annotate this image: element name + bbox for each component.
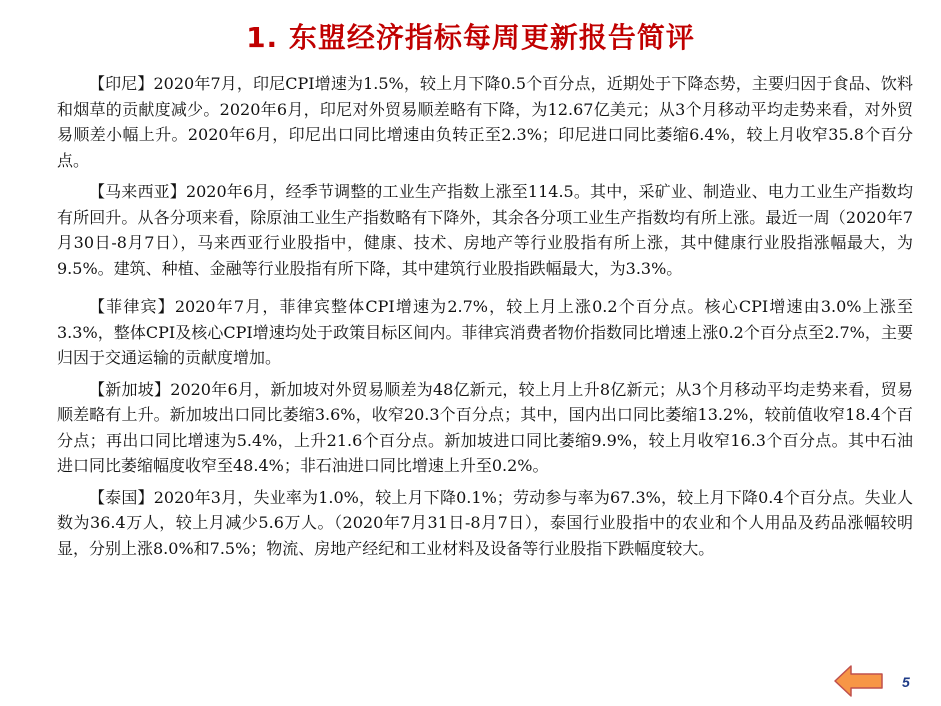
report-body — [57, 71, 913, 561]
paragraph-text-malaysia: 2020年6月，经季节调整的工业生产指数上涨至114.5。其中，采矿业、制造业、电力工业生产指数均有所回升。从各分项来看，除原油工业生产指数略有下降外，其余各分项工业生产指数均有所上涨。最近一周（2020年7月30日-8月7日），马来西亚行业股指中，健康、技术、房地产等行业股指有所上涨，其中健康行业股指涨幅最大，为9.5%。建筑、种植、金融等行业股指有所下降，其中建筑行业股指跌幅最大，为3.3%。 — [57, 182, 913, 278]
paragraph-thailand — [57, 485, 913, 562]
back-arrow-button[interactable] — [833, 664, 885, 698]
page-title: 1. 东盟经济指标每周更新报告简评 — [246, 21, 695, 54]
paragraph-text-singapore: 2020年6月，新加坡对外贸易顺差为48亿新元，较上月上升8亿新元；从3个月移动平均走势来看，贸易顺差略有上升。新加坡出口同比萎缩3.6%，收窄20.3个百分点；其中，国内出口同比萎缩13.2%，较前值收窄18.4个百分点；再出口同比增速为5.4%，上升21.6个百分点。新加坡进口同比萎缩9.9%，较上月收窄16.3个百分点。其中石油进口同比萎缩幅度收窄至48.4%；非石油进口同比增速上升至0.2%。 — [57, 379, 913, 475]
page-number: 5 — [902, 674, 910, 690]
paragraph-malaysia — [57, 179, 913, 281]
paragraph-text-philippines: 2020年7月，菲律宾整体CPI增速为2.7%，较上月上涨0.2个百分点。核心CPI增速由3.0%上涨至3.3%，整体CPI及核心CPI增速均处于政策目标区间内。菲律宾消费者物价指数同比增速上涨0.2个百分点至2.7%，主要归因于交通运输的贡献度增加。 — [57, 297, 913, 367]
country-tag-singapore: 【新加坡】 — [89, 379, 171, 399]
paragraph-philippines — [57, 294, 913, 371]
paragraph-text-indonesia: 2020年7月，印尼CPI增速为1.5%，较上月下降0.5个百分点，近期处于下降态势，主要归因于食品、饮料和烟草的贡献度减少。2020年6月，印尼对外贸易顺差略有下降，为12.67亿美元；从3个月移动平均走势来看，对外贸易顺差小幅上升。2020年6月，印尼出口同比增速由负转正至2.3%；印尼进口同比萎缩6.4%，较上月收窄35.8个百分点。 — [57, 74, 913, 170]
country-tag-indonesia: 【印尼】 — [89, 74, 154, 93]
country-tag-thailand: 【泰国】 — [89, 487, 154, 507]
country-tag-malaysia: 【马来西亚】 — [89, 182, 186, 201]
paragraph-text-thailand: 2020年3月，失业率为1.0%，较上月下降0.1%；劳动参与率为67.3%，较上月下降0.4个百分点。失业人数为36.4万人，较上月减少5.6万人。（2020年7月31日-8月7日），泰国行业股指中的农业和个人用品及药品涨幅较明显，分别上涨8.0%和7.5%；物流、房地产经纪和工业材料及设备等行业股指下跌幅度较大。 — [57, 487, 913, 558]
paragraph-indonesia — [57, 71, 913, 173]
paragraph-singapore — [57, 377, 913, 479]
left-arrow-icon — [833, 664, 885, 698]
country-tag-philippines: 【菲律宾】 — [89, 297, 175, 316]
